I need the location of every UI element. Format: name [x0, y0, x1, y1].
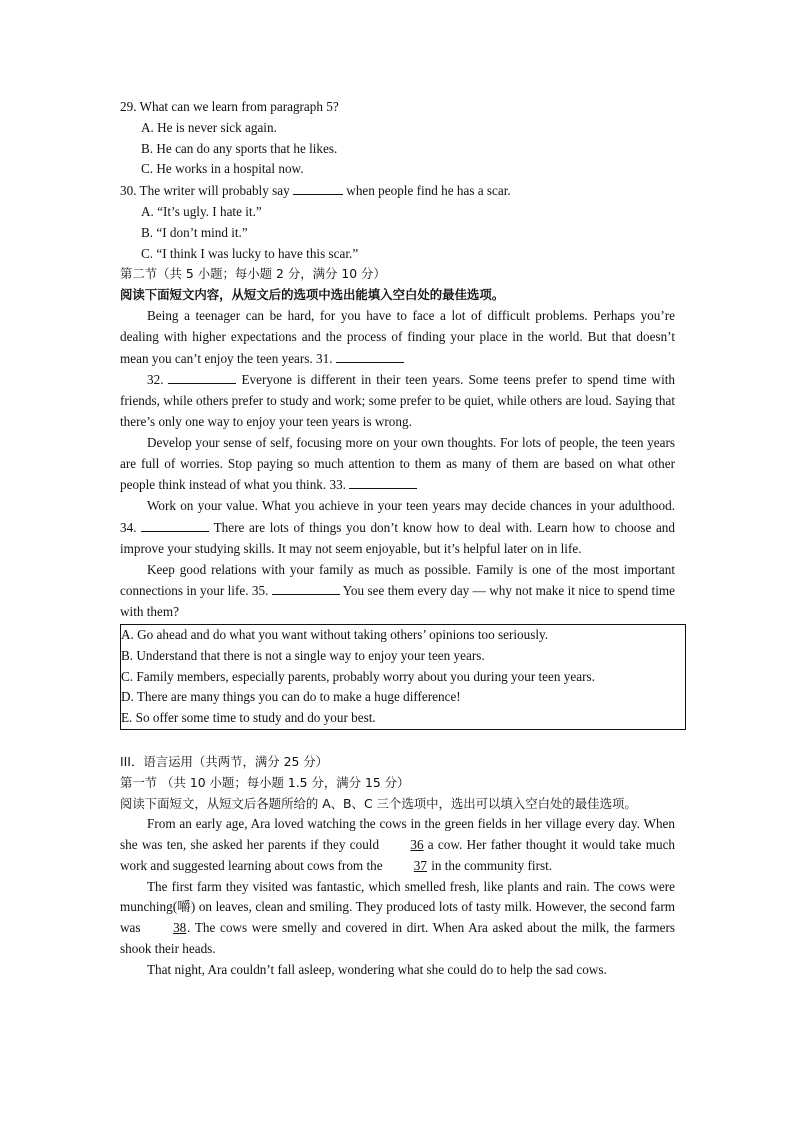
cloze-paragraph-1-text-a: From an early age, Ara loved watching the cows in the green fields in her village every day. When she was ten, she asked her parents if they could: [120, 816, 675, 853]
answer-blank-32: [168, 369, 236, 384]
section-2-heading: 第二节（共 5 小题；每小题 2 分，满分 10 分）: [120, 266, 386, 282]
cloze-paragraph-2-text-b: . The cows were smelly and covered in dirt. When Ara asked about the milk, the farmers shook their heads.: [120, 920, 675, 957]
question-29-option-b: B. He can do any sports that he likes.: [141, 140, 338, 156]
paragraph-2-text: Everyone is different in their teen years. Some teens prefer to spend time with friends, while others prefer to study and work; some prefer to be quiet, while others are loud. Saying that there’s only one way to enjoy your teen years is wrong.: [120, 372, 675, 429]
paragraph-4-text-b: There are lots of things you don’t know how to deal with. Learn how to choose and improve your studying skills. It may not seem enjoyable, but it’s helpful later on in life.: [120, 519, 675, 556]
box-option-b: B. Understand that there is not a single way to enjoy your teen years.: [121, 647, 485, 663]
options-box: [120, 624, 686, 730]
passage-paragraph-3: [120, 433, 675, 496]
cloze-paragraph-2-text-a: The first farm they visited was fantastic, which smelled fresh, like plants and rain. The cows were munching(嚼) on leaves, clean and smiling. They produced lots of tasty milk. However, the second farm was: [120, 878, 675, 936]
question-30-stem-after: when people find he has a scar.: [346, 183, 511, 199]
passage-paragraph-2: [120, 369, 675, 432]
paragraph-2-number: 32.: [147, 372, 164, 388]
box-option-a: A. Go ahead and do what you want without taking others’ opinions too seriously.: [121, 626, 549, 642]
section-2-instruction: 阅读下面短文内容，从短文后的选项中选出能填入空白处的最佳选项。: [120, 287, 505, 303]
question-30-option-b: B. “I don’t mind it.”: [141, 224, 248, 240]
question-30-stem-before: 30. The writer will probably say: [120, 183, 290, 199]
answer-blank-35: [272, 580, 340, 595]
cloze-blank-38: 38: [173, 920, 187, 936]
answer-blank-30: [293, 180, 343, 195]
box-option-d: D. There are many things you can do to make a huge difference!: [121, 689, 461, 705]
passage-paragraph-1: [120, 306, 675, 369]
cloze-paragraph-1: [120, 814, 675, 876]
cloze-paragraph-3: That night, Ara couldn’t fall asleep, wondering what she could do to help the sad cows.: [147, 961, 607, 977]
question-29-option-a: A. He is never sick again.: [141, 119, 277, 135]
cloze-paragraph-2: [120, 877, 675, 960]
paragraph-5-text-a: Keep good relations with your family as much as possible. Family is one of the most important connections in your life. 35.: [120, 561, 675, 599]
answer-blank-31: [336, 348, 404, 363]
paragraph-1-text: Being a teenager can be hard, for you have to face a lot of difficult problems. Perhaps you’re dealing with higher expectations and the process of finding your place in the world. But that doesn’t mean you can’t enjoy the teen years. 31.: [120, 307, 675, 366]
question-29-option-c: C. He works in a hospital now.: [141, 161, 304, 177]
paragraph-3-text: Develop your sense of self, focusing more on your own thoughts. For lots of people, the teen years are full of worries. Stop paying so much attention to them as many of them are based on what other people think instead of what you think. 33.: [120, 434, 675, 493]
passage-paragraph-4: [120, 496, 675, 559]
question-30-stem: [120, 180, 675, 202]
cloze-blank-36: 36: [410, 837, 424, 853]
part-3-instruction: 阅读下面短文，从短文后各题所给的 A、B、C 三个选项中，选出可以填入空白处的最佳选项。: [120, 795, 637, 811]
question-29-stem: 29. What can we learn from paragraph 5?: [120, 99, 339, 114]
passage-paragraph-5: [120, 560, 675, 623]
answer-blank-33: [349, 474, 417, 489]
paragraph-5-text-b: You see them every day — why not make it nice to spend time with them?: [120, 583, 675, 620]
part-3-sub-heading: 第一节 （共 10 小题；每小题 1.5 分，满分 15 分）: [120, 774, 410, 790]
box-option-e: E. So offer some time to study and do your best.: [121, 710, 376, 726]
exam-page: [120, 97, 675, 981]
question-30-option-c: C. “I think I was lucky to have this scar.”: [141, 245, 359, 261]
cloze-paragraph-1-text-b: a cow. Her father thought it would take much work and suggested learning about cows from the: [120, 837, 676, 873]
answer-blank-34: [141, 517, 209, 532]
part-3-heading: III．语言运用（共两节，满分 25 分）: [120, 753, 329, 769]
cloze-paragraph-1-text-c: in the community first.: [431, 857, 553, 873]
box-option-c: C. Family members, especially parents, probably worry about you during your teen years.: [121, 668, 595, 684]
question-30-option-a: A. “It’s ugly. I hate it.”: [141, 203, 262, 219]
section-gap: [120, 730, 675, 752]
paragraph-4-text-a: Work on your value. What you achieve in your teen years may decide chances in your adulthood. 34.: [120, 498, 675, 535]
cloze-blank-37: 37: [413, 857, 427, 873]
